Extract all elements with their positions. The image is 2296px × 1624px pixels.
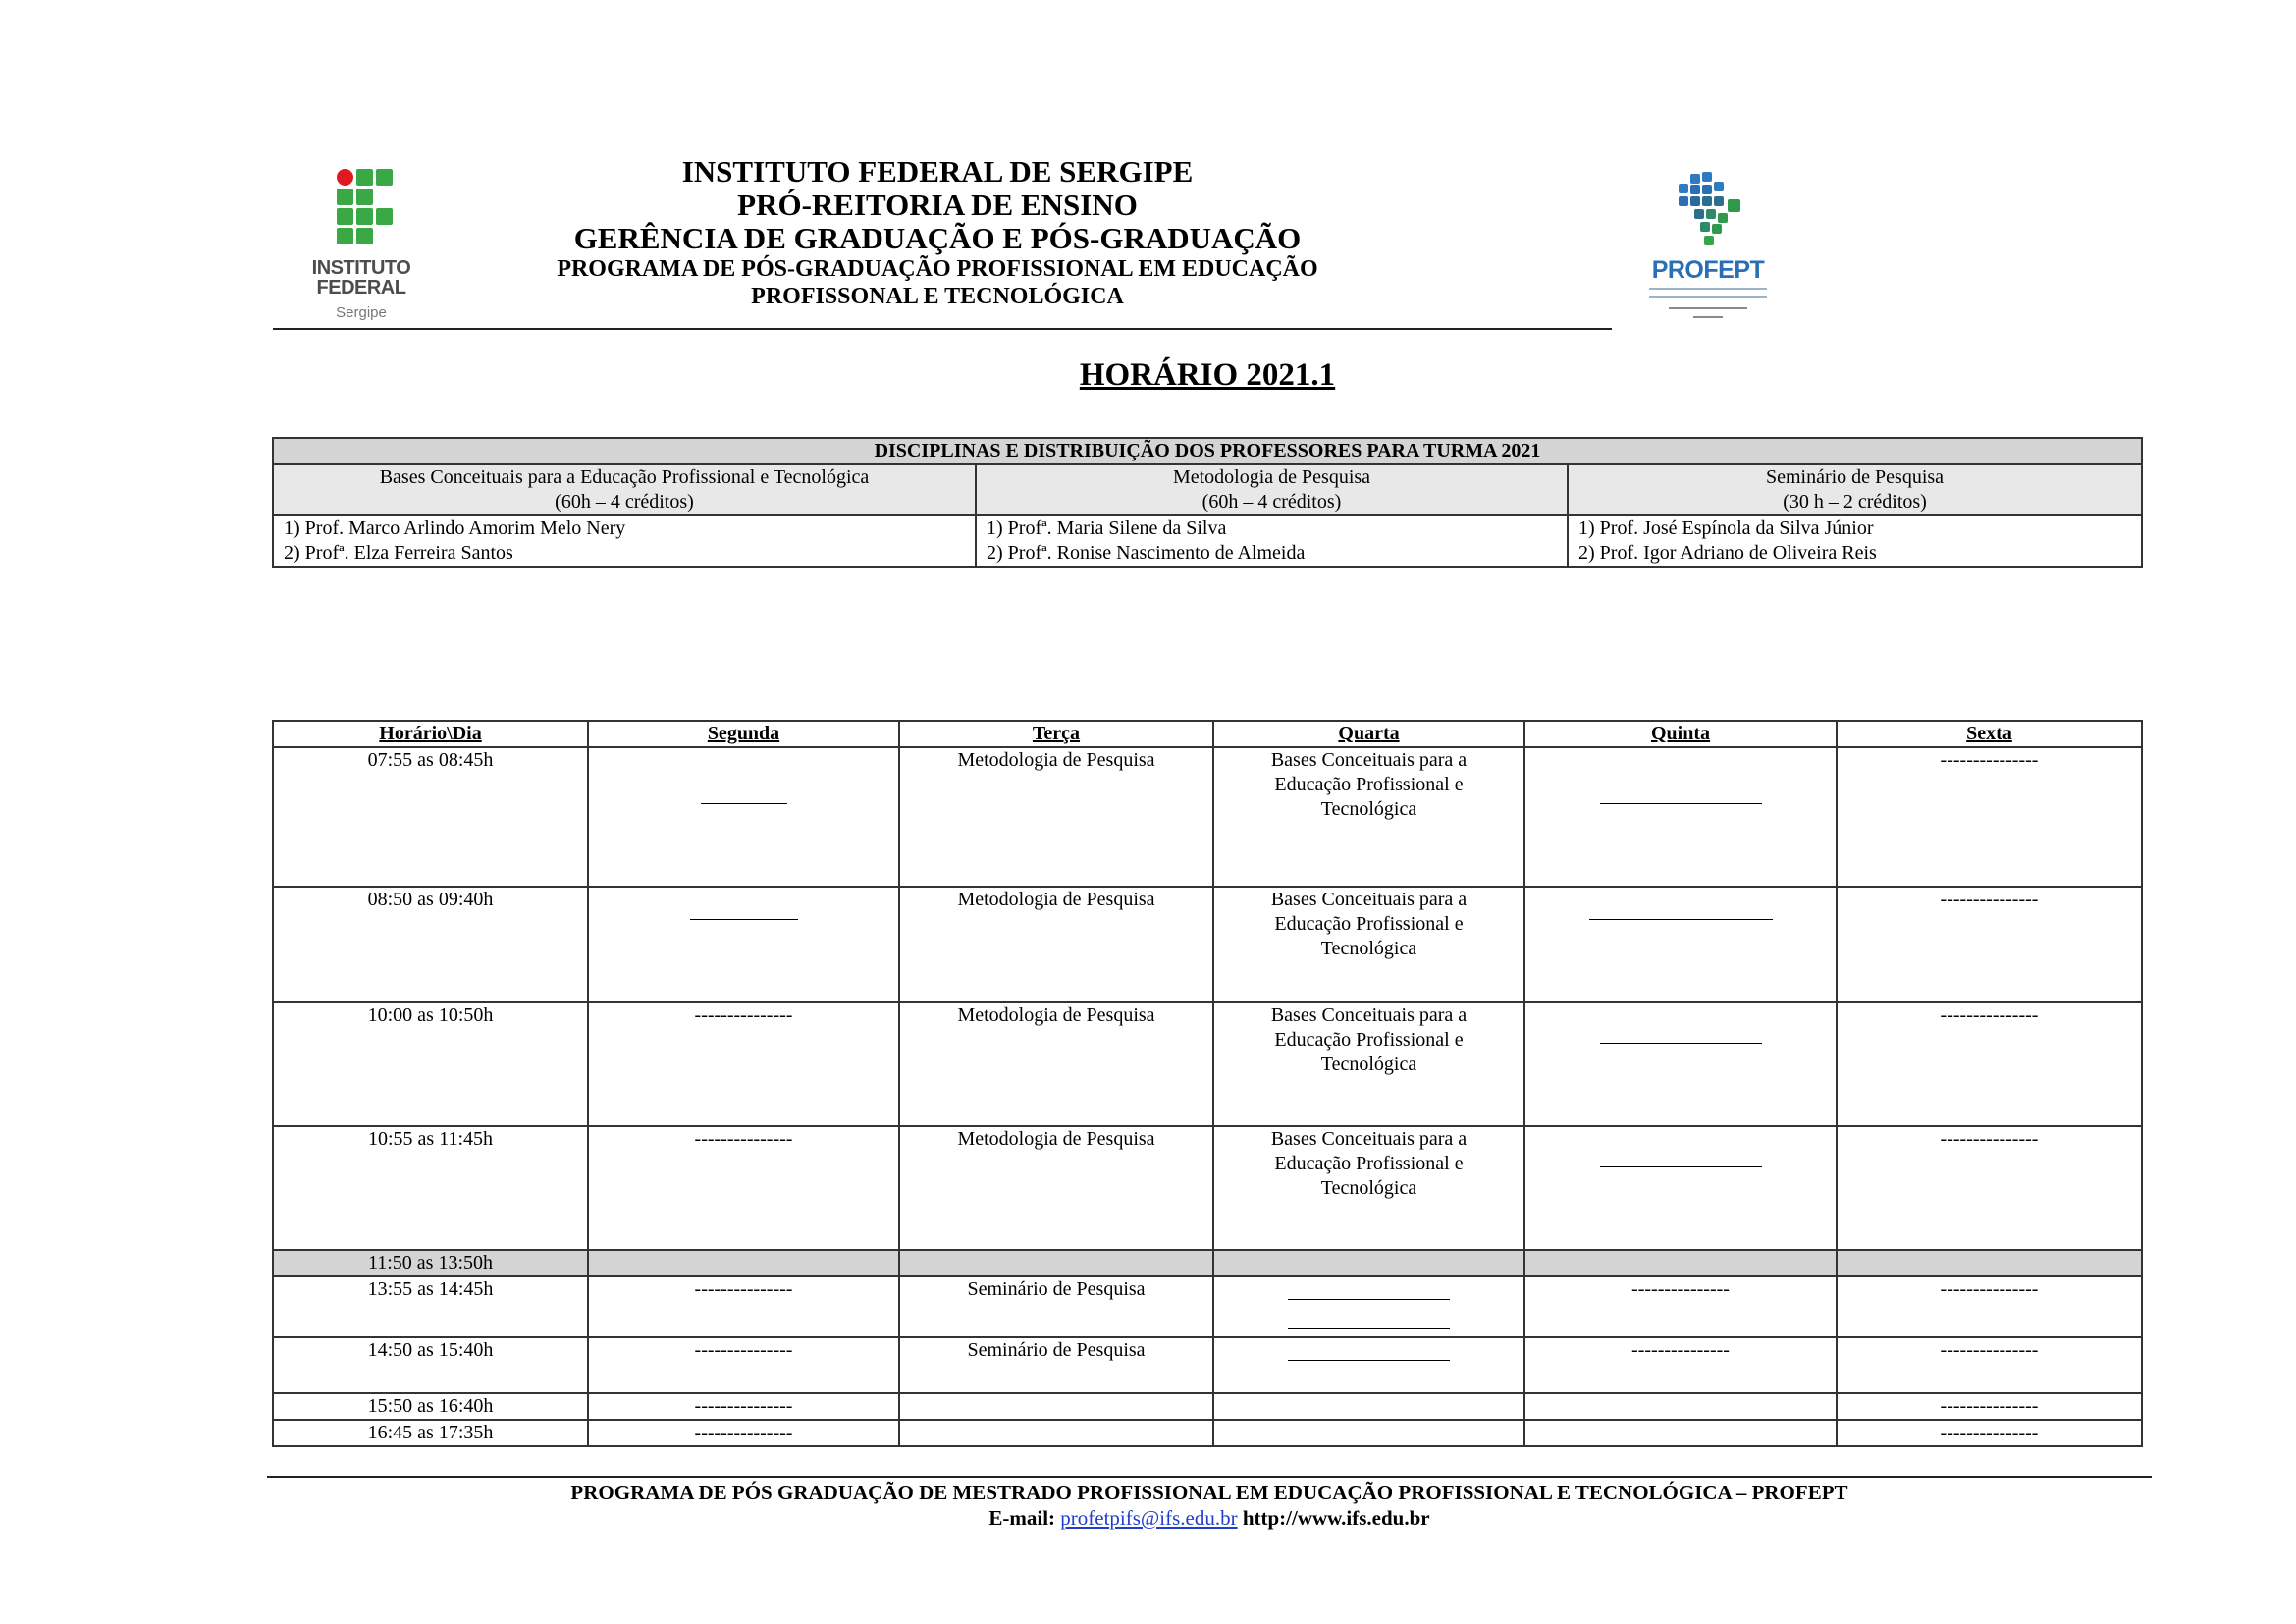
discipline-name: Metodologia de Pesquisa bbox=[1172, 466, 1371, 488]
professor-name: 1) Profª. Maria Silene da Silva bbox=[987, 517, 1227, 539]
col-header-segunda: Segunda bbox=[588, 721, 899, 747]
if-logo-text bbox=[307, 258, 415, 298]
schedule-cell-quinta bbox=[1524, 1393, 1837, 1420]
schedule-row bbox=[273, 887, 2142, 1002]
schedule-cell-terca: Metodologia de Pesquisa bbox=[899, 747, 1213, 887]
time-slot: 10:00 as 10:50h bbox=[273, 1002, 588, 1126]
schedule-cell-sexta: --------------- bbox=[1837, 1002, 2142, 1126]
schedule-cell-terca: Metodologia de Pesquisa bbox=[899, 1126, 1213, 1250]
schedule-cell-quarta bbox=[1213, 1393, 1524, 1420]
professor-cell bbox=[1568, 515, 2142, 567]
page-title: HORÁRIO 2021.1 bbox=[1079, 357, 1336, 393]
schedule-cell-sexta: --------------- bbox=[1837, 1420, 2142, 1446]
profept-map-icon bbox=[1639, 172, 1777, 250]
footer-email-label: E-mail: bbox=[988, 1506, 1056, 1530]
schedule-row bbox=[273, 1002, 2142, 1126]
profept-logo bbox=[1639, 172, 1777, 329]
schedule-cell-terca: Seminário de Pesquisa bbox=[899, 1276, 1213, 1337]
schedule-row bbox=[273, 747, 2142, 887]
blank-line bbox=[1288, 1311, 1450, 1329]
schedule-cell-segunda: --------------- bbox=[588, 1420, 899, 1446]
schedule-cell-sexta: --------------- bbox=[1837, 1393, 2142, 1420]
schedule-cell-segunda: --------------- bbox=[588, 1002, 899, 1126]
schedule-cell-terca: Metodologia de Pesquisa bbox=[899, 1002, 1213, 1126]
schedule-cell-sexta: --------------- bbox=[1837, 1126, 2142, 1250]
schedule-row bbox=[273, 1420, 2142, 1446]
blank-line bbox=[701, 785, 787, 804]
if-logo-text-line1: INSTITUTO bbox=[311, 257, 411, 279]
blank-line bbox=[1600, 785, 1762, 804]
col-header-quarta: Quarta bbox=[1213, 721, 1524, 747]
schedule-cell-quinta bbox=[1524, 1126, 1837, 1250]
schedule-cell-sexta bbox=[1837, 1250, 2142, 1276]
disciplines-table bbox=[272, 437, 2143, 568]
schedule-cell-segunda bbox=[588, 1250, 899, 1276]
schedule-cell-quarta: Bases Conceituais para a Educação Profissional e Tecnológica bbox=[1213, 887, 1524, 1002]
schedule-cell-terca bbox=[899, 1250, 1213, 1276]
professor-name: 1) Prof. José Espínola da Silva Júnior bbox=[1578, 517, 1874, 539]
schedule-cell-quinta: --------------- bbox=[1524, 1337, 1837, 1393]
time-slot: 13:55 as 14:45h bbox=[273, 1276, 588, 1337]
blank-line bbox=[1600, 1149, 1762, 1167]
schedule-cell-quinta bbox=[1524, 747, 1837, 887]
schedule-cell-quinta bbox=[1524, 1420, 1837, 1446]
header-gerencia: GERÊNCIA DE GRADUAÇÃO E PÓS-GRADUAÇÃO bbox=[573, 221, 1302, 255]
professor-name: 2) Profª. Ronise Nascimento de Almeida bbox=[987, 542, 1306, 564]
time-slot: 08:50 as 09:40h bbox=[273, 887, 588, 1002]
header-institution: INSTITUTO FEDERAL DE SERGIPE bbox=[681, 154, 1194, 189]
if-logo-subtext: Sergipe bbox=[336, 304, 387, 321]
blank-line bbox=[1288, 1281, 1450, 1300]
discipline-cell bbox=[1568, 464, 2142, 515]
time-slot: 07:55 as 08:45h bbox=[273, 747, 588, 887]
schedule-table bbox=[272, 720, 2143, 1447]
schedule-cell-quinta bbox=[1524, 887, 1837, 1002]
disciplines-title: DISCIPLINAS E DISTRIBUIÇÃO DOS PROFESSORES PARA TURMA 2021 bbox=[273, 438, 2142, 464]
schedule-cell-segunda: --------------- bbox=[588, 1126, 899, 1250]
discipline-name: Seminário de Pesquisa bbox=[1765, 466, 1945, 488]
schedule-cell-sexta: --------------- bbox=[1837, 747, 2142, 887]
time-slot: 15:50 as 16:40h bbox=[273, 1393, 588, 1420]
schedule-cell-quarta bbox=[1213, 1276, 1524, 1337]
time-slot: 16:45 as 17:35h bbox=[273, 1420, 588, 1446]
schedule-cell-segunda bbox=[588, 887, 899, 1002]
discipline-load: (60h – 4 créditos) bbox=[1201, 491, 1342, 513]
schedule-cell-terca bbox=[899, 1420, 1213, 1446]
footer-contact bbox=[267, 1505, 2152, 1531]
institution-header bbox=[471, 155, 1404, 310]
professor-name: 2) Prof. Igor Adriano de Oliveira Reis bbox=[1578, 542, 1877, 564]
schedule-cell-quinta: --------------- bbox=[1524, 1276, 1837, 1337]
schedule-row bbox=[273, 1276, 2142, 1337]
discipline-load: (30 h – 2 créditos) bbox=[1783, 491, 1927, 513]
disciplines-professor-row bbox=[273, 515, 2142, 567]
professor-name: 1) Prof. Marco Arlindo Amorim Melo Nery bbox=[284, 517, 626, 539]
schedule-row bbox=[273, 1337, 2142, 1393]
profept-logo-line bbox=[1649, 288, 1767, 290]
footer bbox=[267, 1480, 2152, 1531]
schedule-cell-quarta bbox=[1213, 1420, 1524, 1446]
schedule-cell-quinta bbox=[1524, 1250, 1837, 1276]
if-logo-text-line2: FEDERAL bbox=[316, 277, 406, 298]
instituto-federal-logo bbox=[307, 165, 415, 332]
col-header-time: Horário\Dia bbox=[273, 721, 588, 747]
schedule-cell-sexta: --------------- bbox=[1837, 1276, 2142, 1337]
profept-logo-line bbox=[1693, 316, 1723, 318]
schedule-cell-quarta: Bases Conceituais para a Educação Profissional e Tecnológica bbox=[1213, 1002, 1524, 1126]
header-programa: PROGRAMA DE PÓS-GRADUAÇÃO PROFISSIONAL EM EDUCAÇÃO bbox=[557, 256, 1318, 282]
schedule-cell-quarta: Bases Conceituais para a Educação Profissional e Tecnológica bbox=[1213, 747, 1524, 887]
discipline-name: Bases Conceituais para a Educação Profissional e Tecnológica bbox=[379, 466, 870, 488]
footer-divider bbox=[267, 1476, 2152, 1478]
header-pro-reitoria: PRÓ-REITORIA DE ENSINO bbox=[737, 188, 1138, 222]
schedule-cell-quinta bbox=[1524, 1002, 1837, 1126]
discipline-cell bbox=[273, 464, 976, 515]
schedule-header-row bbox=[273, 721, 2142, 747]
schedule-cell-sexta: --------------- bbox=[1837, 1337, 2142, 1393]
profept-logo-text: PROFEPT bbox=[1651, 256, 1765, 284]
time-slot: 14:50 as 15:40h bbox=[273, 1337, 588, 1393]
professor-cell bbox=[273, 515, 976, 567]
blank-line bbox=[1288, 1342, 1450, 1361]
schedule-cell-terca: Metodologia de Pesquisa bbox=[899, 887, 1213, 1002]
schedule-row bbox=[273, 1126, 2142, 1250]
disciplines-subject-row bbox=[273, 464, 2142, 515]
profept-logo-line bbox=[1649, 296, 1767, 298]
col-header-quinta: Quinta bbox=[1524, 721, 1837, 747]
discipline-cell bbox=[976, 464, 1568, 515]
header-programa-cont: PROFISSONAL E TECNOLÓGICA bbox=[751, 284, 1124, 309]
footer-website: http://www.ifs.edu.br bbox=[1242, 1506, 1430, 1530]
schedule-cell-segunda: --------------- bbox=[588, 1337, 899, 1393]
blank-line bbox=[690, 901, 798, 920]
blank-line bbox=[1600, 1025, 1762, 1044]
schedule-cell-quarta bbox=[1213, 1337, 1524, 1393]
disciplines-title-row bbox=[273, 438, 2142, 464]
schedule-cell-segunda: --------------- bbox=[588, 1276, 899, 1337]
col-header-sexta: Sexta bbox=[1837, 721, 2142, 747]
schedule-cell-terca: Seminário de Pesquisa bbox=[899, 1337, 1213, 1393]
schedule-cell-terca bbox=[899, 1393, 1213, 1420]
schedule-row bbox=[273, 1393, 2142, 1420]
schedule-cell-segunda bbox=[588, 747, 899, 887]
schedule-row-lunch bbox=[273, 1250, 2142, 1276]
professor-cell bbox=[976, 515, 1568, 567]
time-slot: 10:55 as 11:45h bbox=[273, 1126, 588, 1250]
footer-program: PROGRAMA DE PÓS GRADUAÇÃO DE MESTRADO PROFISSIONAL EM EDUCAÇÃO PROFISSIONAL E TECNOLÓGICA – PROFEPT bbox=[570, 1481, 1848, 1504]
col-header-terca: Terça bbox=[899, 721, 1213, 747]
time-slot: 11:50 as 13:50h bbox=[273, 1250, 588, 1276]
professor-name: 2) Profª. Elza Ferreira Santos bbox=[284, 542, 513, 564]
profept-logo-line bbox=[1669, 307, 1747, 309]
schedule-cell-sexta: --------------- bbox=[1837, 887, 2142, 1002]
schedule-cell-quarta bbox=[1213, 1250, 1524, 1276]
blank-line bbox=[1589, 901, 1773, 920]
discipline-load: (60h – 4 créditos) bbox=[555, 491, 694, 513]
schedule-cell-segunda: --------------- bbox=[588, 1393, 899, 1420]
header-divider bbox=[273, 328, 1612, 330]
schedule-cell-quarta: Bases Conceituais para a Educação Profissional e Tecnológica bbox=[1213, 1126, 1524, 1250]
footer-email-link[interactable]: profetpifs@ifs.edu.br bbox=[1060, 1506, 1238, 1530]
